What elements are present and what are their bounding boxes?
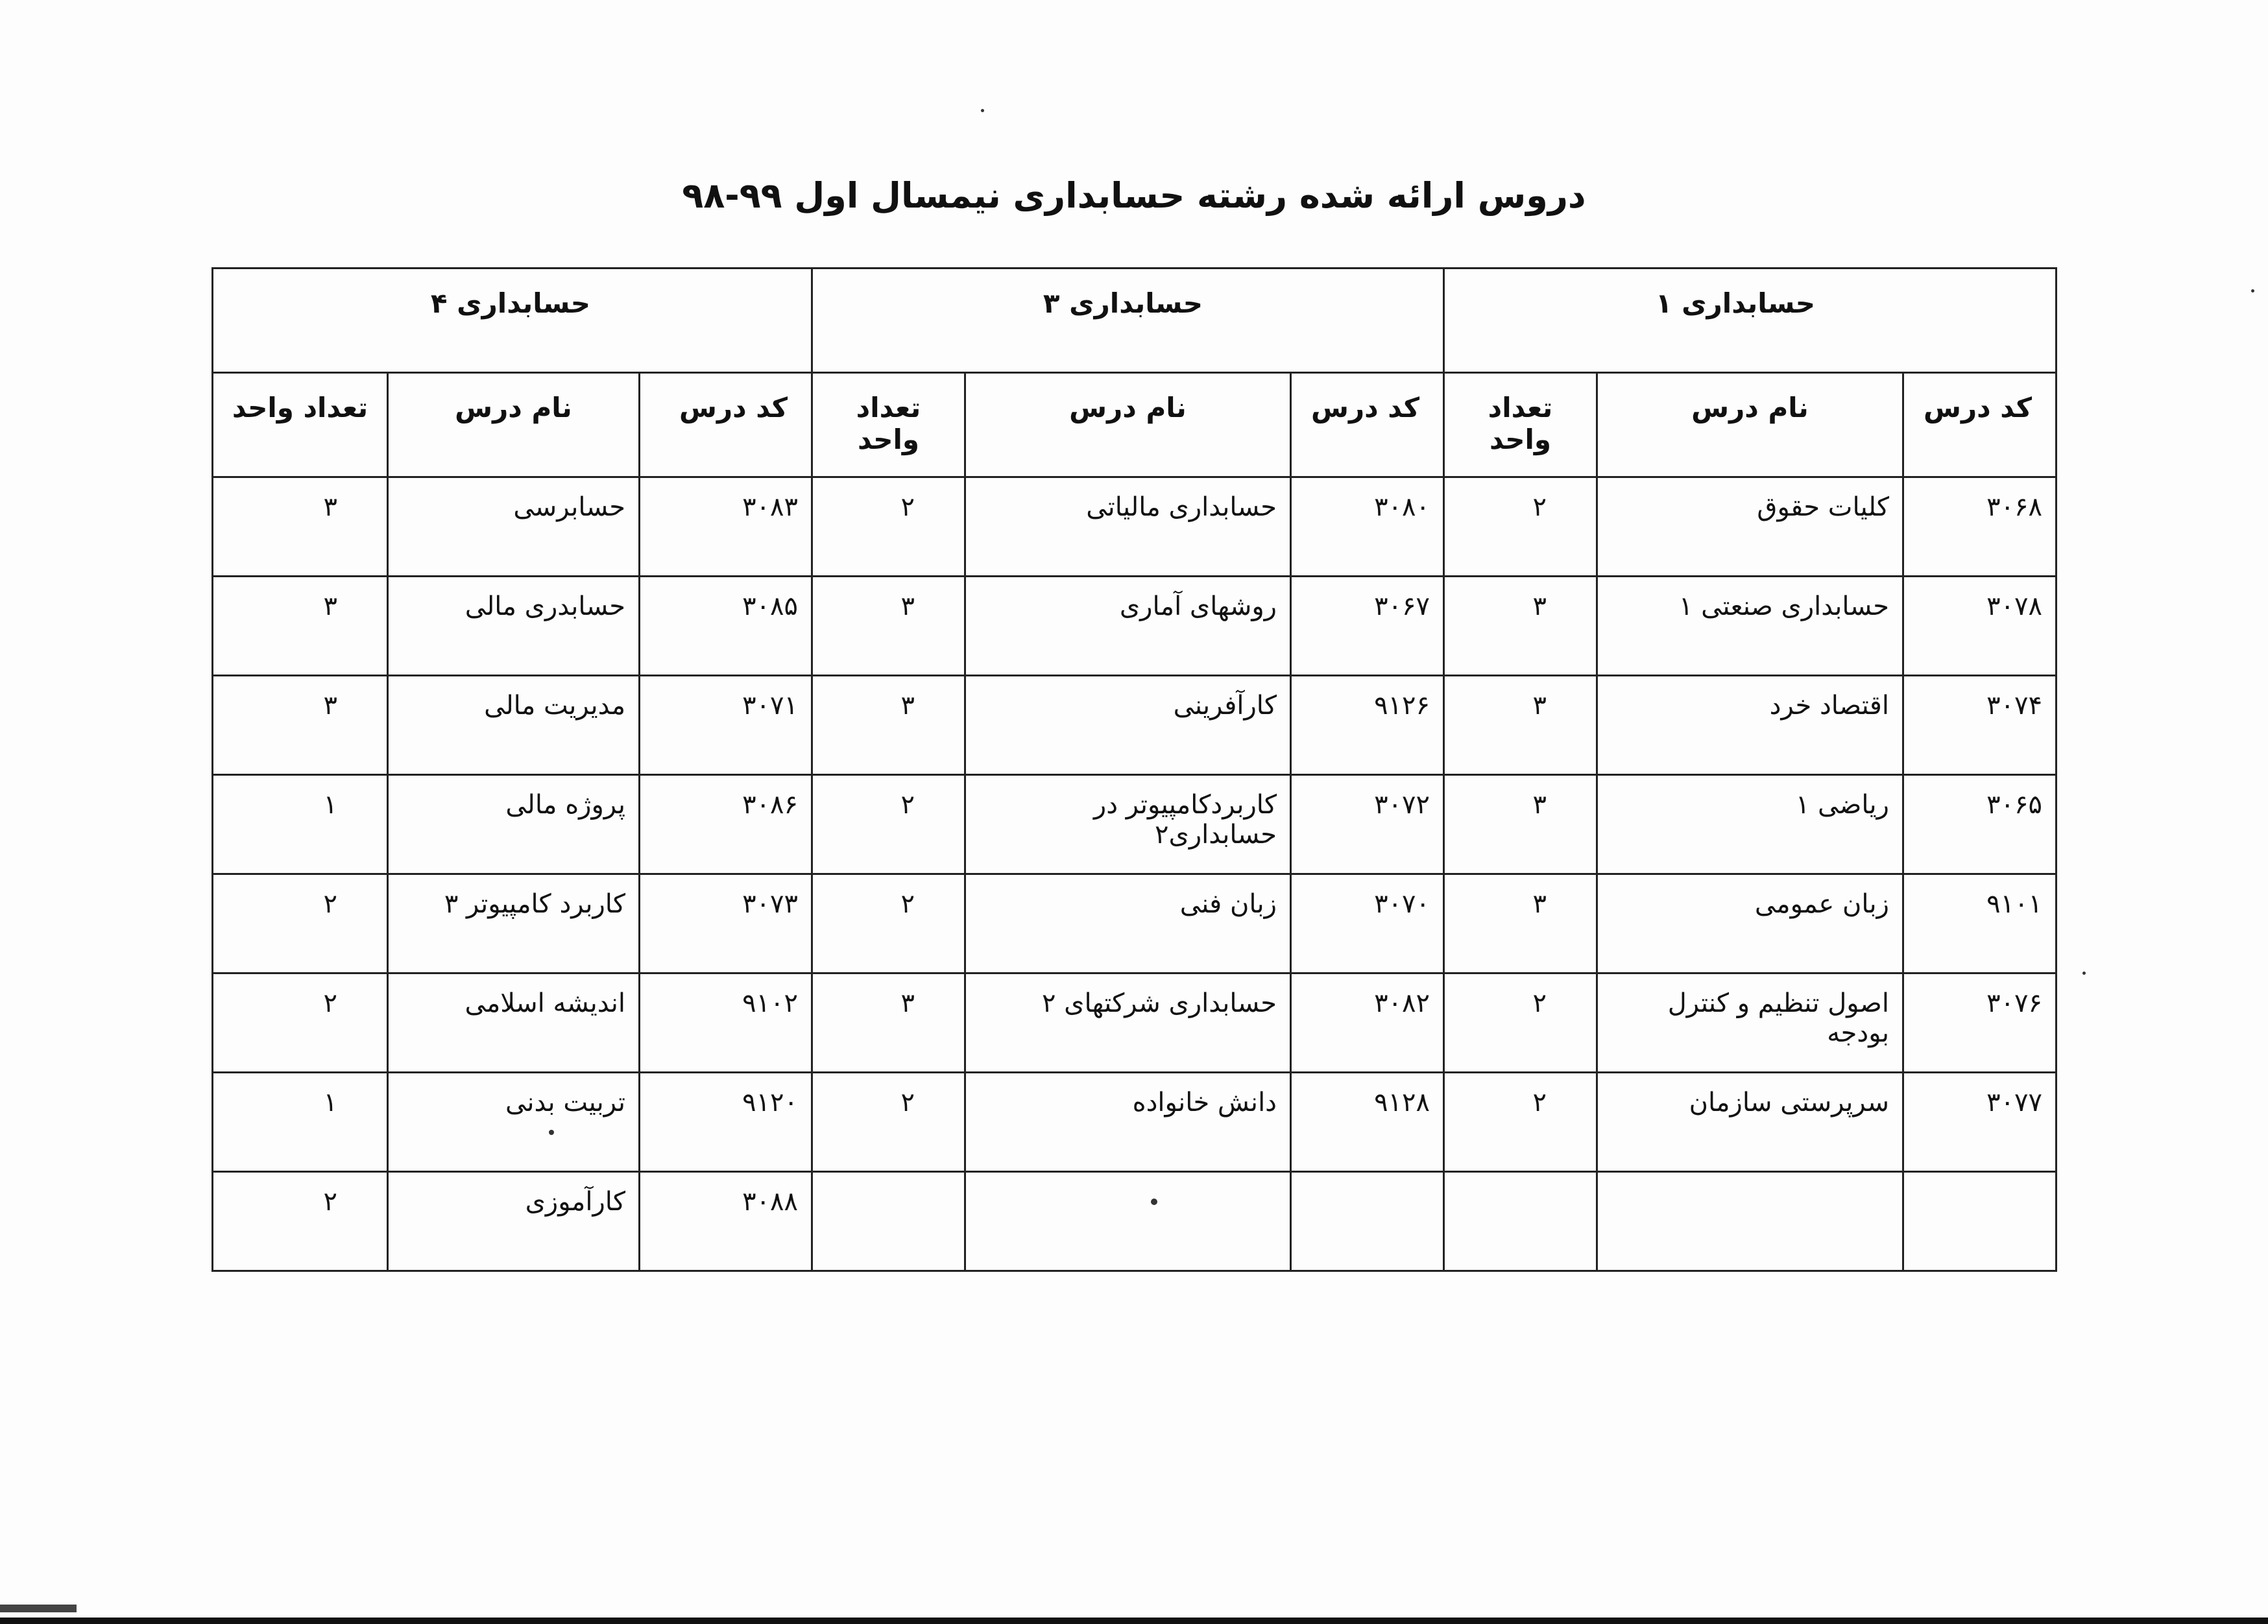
course-code: ۹۱۰۲ — [640, 973, 812, 1073]
course-units: ۳ — [1444, 676, 1597, 775]
course-name: کلیات حقوق — [1597, 477, 1903, 577]
group-header-accounting-4: حسابداری ۴ — [213, 269, 812, 373]
course-units: ۲ — [213, 973, 388, 1073]
scanner-footer-mark — [0, 1605, 77, 1612]
course-code — [1291, 1172, 1444, 1271]
course-name: کارآموزی — [388, 1172, 640, 1271]
column-header-units: تعداد واحد — [812, 373, 965, 477]
course-name: ریاضی ۱ — [1597, 775, 1903, 874]
course-code: ۳۰۶۷ — [1291, 577, 1444, 676]
course-units: ۲ — [1444, 477, 1597, 577]
course-name: دانش خانواده — [965, 1073, 1291, 1172]
page-title: دروس ارائه شده رشته حسابداری نیمسال اول ۹۹-۹۸ — [682, 175, 1586, 216]
course-units: ۲ — [812, 1073, 965, 1172]
course-units — [1444, 1172, 1597, 1271]
course-units: ۳ — [213, 577, 388, 676]
scan-speck — [1151, 1199, 1157, 1205]
group-header-accounting-1: حسابداری ۱ — [1444, 269, 2057, 373]
course-name: کاربرد کامپیوتر ۳ — [388, 874, 640, 973]
courses-table-wrapper — [211, 267, 2055, 1217]
column-header-row — [213, 373, 2057, 477]
column-header-name: نام درس — [388, 373, 640, 477]
course-units: ۲ — [812, 775, 965, 874]
column-header-code: کد درس — [1903, 373, 2057, 477]
course-name: حسابداری شرکتهای ۲ — [965, 973, 1291, 1073]
table-row — [213, 1172, 2057, 1271]
table-row — [213, 477, 2057, 577]
course-code: ۳۰۸۲ — [1291, 973, 1444, 1073]
course-code: ۳۰۸۰ — [1291, 477, 1444, 577]
course-units: ۳ — [1444, 577, 1597, 676]
column-header-units: تعداد واحد — [1444, 373, 1597, 477]
course-code: ۳۰۷۳ — [640, 874, 812, 973]
column-header-name: نام درس — [965, 373, 1291, 477]
scan-bottom-edge — [0, 1618, 2268, 1624]
course-name: حسابرسی — [388, 477, 640, 577]
course-name: کارآفرینی — [965, 676, 1291, 775]
course-name: تربیت بدنی — [388, 1073, 640, 1172]
course-units: ۲ — [1444, 973, 1597, 1073]
scan-speck — [549, 1130, 554, 1135]
column-header-units: تعداد واحد — [213, 373, 388, 477]
course-code: ۳۰۶۸ — [1903, 477, 2057, 577]
course-code: ۹۱۲۶ — [1291, 676, 1444, 775]
table-row — [213, 676, 2057, 775]
course-name: سرپرستی سازمان — [1597, 1073, 1903, 1172]
course-code: ۳۰۶۵ — [1903, 775, 2057, 874]
course-units: ۳ — [812, 577, 965, 676]
course-name — [1597, 1172, 1903, 1271]
course-name: زبان فنی — [965, 874, 1291, 973]
course-units: ۳ — [213, 676, 388, 775]
course-name: کاربردکامپیوتر در حسابداری۲ — [965, 775, 1291, 874]
column-header-code: کد درس — [640, 373, 812, 477]
course-units: ۲ — [812, 874, 965, 973]
course-code: ۳۰۷۰ — [1291, 874, 1444, 973]
course-code: ۹۱۲۸ — [1291, 1073, 1444, 1172]
course-name: روشهای آماری — [965, 577, 1291, 676]
course-units: ۲ — [1444, 1073, 1597, 1172]
course-code: ۳۰۸۵ — [640, 577, 812, 676]
course-code: ۳۰۸۶ — [640, 775, 812, 874]
course-units: ۳ — [812, 676, 965, 775]
course-units: ۲ — [213, 1172, 388, 1271]
scan-speck — [2082, 972, 2086, 975]
table-row — [213, 874, 2057, 973]
course-code: ۹۱۲۰ — [640, 1073, 812, 1172]
course-name: پروژه مالی — [388, 775, 640, 874]
table-row — [213, 775, 2057, 874]
course-name: اقتصاد خرد — [1597, 676, 1903, 775]
course-units: ۳ — [812, 973, 965, 1073]
table-row — [213, 1073, 2057, 1172]
course-units: ۳ — [1444, 775, 1597, 874]
course-code — [1903, 1172, 2057, 1271]
course-name: حسابدری مالی — [388, 577, 640, 676]
course-code: ۳۰۷۶ — [1903, 973, 2057, 1073]
course-name: مدیریت مالی — [388, 676, 640, 775]
course-units — [812, 1172, 965, 1271]
course-code: ۹۱۰۱ — [1903, 874, 2057, 973]
course-units: ۱ — [213, 1073, 388, 1172]
course-code: ۳۰۷۲ — [1291, 775, 1444, 874]
table-row — [213, 577, 2057, 676]
course-units: ۳ — [213, 477, 388, 577]
course-code: ۳۰۷۴ — [1903, 676, 2057, 775]
course-name: زبان عمومی — [1597, 874, 1903, 973]
course-units: ۲ — [812, 477, 965, 577]
group-header-accounting-3: حسابداری ۳ — [812, 269, 1444, 373]
course-code: ۳۰۷۸ — [1903, 577, 2057, 676]
course-code: ۳۰۷۱ — [640, 676, 812, 775]
course-units: ۳ — [1444, 874, 1597, 973]
course-name: اندیشه اسلامی — [388, 973, 640, 1073]
course-code: ۳۰۸۸ — [640, 1172, 812, 1271]
course-name — [965, 1172, 1291, 1271]
course-name: اصول تنظیم و کنترل بودجه — [1597, 973, 1903, 1073]
courses-table — [211, 267, 2057, 1272]
course-name: حسابداری مالیاتی — [965, 477, 1291, 577]
group-header-row — [213, 269, 2057, 373]
course-name: حسابداری صنعتی ۱ — [1597, 577, 1903, 676]
course-code: ۳۰۷۷ — [1903, 1073, 2057, 1172]
course-code: ۳۰۸۳ — [640, 477, 812, 577]
column-header-code: کد درس — [1291, 373, 1444, 477]
scan-speck — [981, 109, 984, 112]
table-row — [213, 973, 2057, 1073]
course-units: ۱ — [213, 775, 388, 874]
course-units: ۲ — [213, 874, 388, 973]
column-header-name: نام درس — [1597, 373, 1903, 477]
scan-speck — [2251, 289, 2254, 293]
